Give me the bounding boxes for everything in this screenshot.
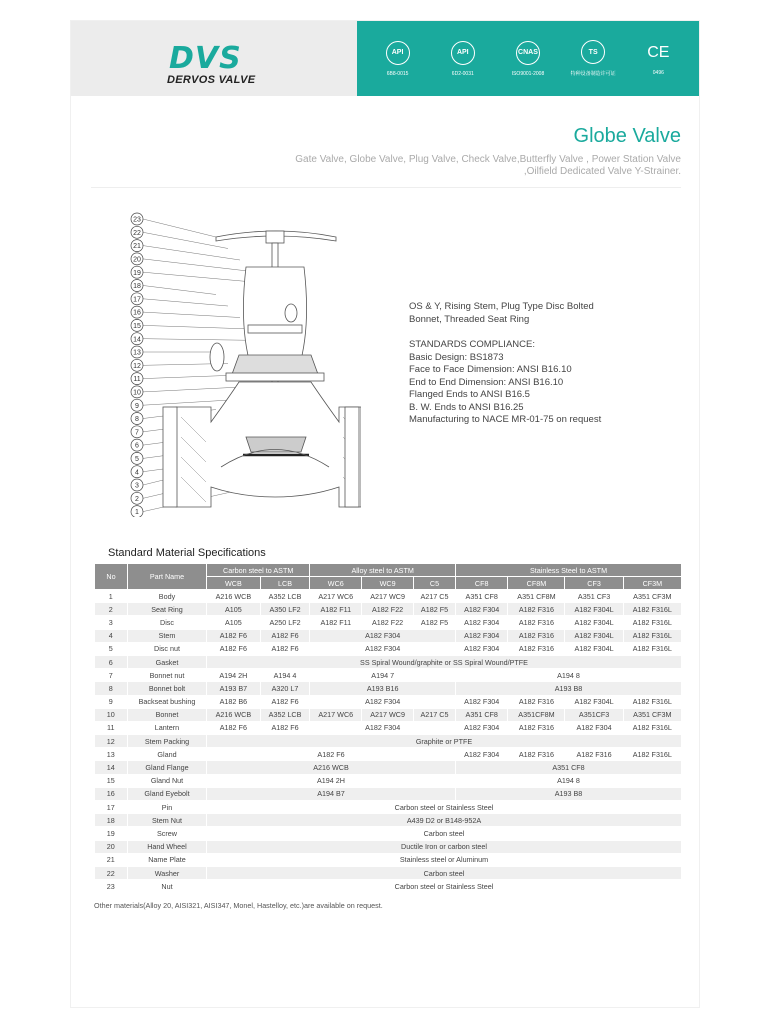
table-row <box>95 721 682 734</box>
callout-18 <box>131 280 216 295</box>
material-cell: A182 F316 <box>508 603 565 616</box>
callout-11 <box>131 373 240 385</box>
description-line-1: OS & Y, Rising Stem, Plug Type Disc Bolted <box>409 301 594 312</box>
row-part-name: Gland Nut <box>128 774 207 787</box>
row-part-name: Bonnet <box>128 708 207 721</box>
material-cell: A182 F6 <box>207 721 261 734</box>
material-cell: A216 WCB <box>207 590 261 603</box>
material-cell: Ductile Iron or carbon steel <box>207 840 682 853</box>
table-row <box>95 880 682 893</box>
svg-text:14: 14 <box>133 336 141 344</box>
svg-text:15: 15 <box>133 323 141 330</box>
material-cell: A182 F316 <box>508 616 565 629</box>
header-group: Carbon steel to ASTM <box>207 564 310 577</box>
row-part-name: Stem <box>128 629 207 642</box>
material-cell: A182 F316L <box>623 603 681 616</box>
callout-16 <box>131 306 240 318</box>
material-cell: A182 F304L <box>565 616 623 629</box>
row-part-name: Body <box>128 590 207 603</box>
row-part-name: Washer <box>128 866 207 879</box>
material-cell: A182 F304 <box>456 629 508 642</box>
row-part-name: Stem Packing <box>128 735 207 748</box>
cert-label: 特种设备制造许可证 <box>570 71 616 77</box>
table-row <box>95 642 682 655</box>
svg-text:21: 21 <box>133 243 141 251</box>
material-cell: A182 F304 <box>456 721 508 734</box>
material-cell: A182 F304 <box>456 748 508 761</box>
material-cell: A216 WCB <box>207 708 261 721</box>
row-no: 12 <box>95 735 128 748</box>
material-cell: A182 F22 <box>362 603 414 616</box>
material-cell: A182 B6 <box>207 695 261 708</box>
row-no: 7 <box>95 669 128 682</box>
material-spec-table <box>94 563 682 893</box>
material-cell: A193 B16 <box>310 682 456 695</box>
callout-20 <box>131 253 252 272</box>
table-title: Standard Material Specifications <box>108 547 266 559</box>
material-cell: A182 F316L <box>623 695 681 708</box>
api-icon: API <box>451 41 475 65</box>
material-cell: A182 F5 <box>414 616 456 629</box>
material-cell: A182 F316 <box>508 721 565 734</box>
material-cell: A194 B7 <box>207 787 456 800</box>
callout-23 <box>131 213 216 237</box>
material-cell: A351 CF3 <box>565 590 623 603</box>
row-no: 15 <box>95 774 128 787</box>
material-cell: A105 <box>207 603 261 616</box>
ts-icon: TS <box>581 40 605 64</box>
header-part-name: Part Name <box>128 564 207 590</box>
material-cell: Stainless steel or Aluminum <box>207 853 682 866</box>
material-cell: A439 D2 or B148-952A <box>207 814 682 827</box>
material-cell: A182 F304L <box>565 629 623 642</box>
material-cell: A182 F316 <box>508 695 565 708</box>
row-no: 1 <box>95 590 128 603</box>
row-no: 16 <box>95 787 128 800</box>
material-cell: A182 F6 <box>207 642 261 655</box>
header-grade: CF8 <box>456 577 508 590</box>
material-cell: A194 8 <box>456 669 682 682</box>
svg-text:10: 10 <box>133 389 141 397</box>
table-row <box>95 629 682 642</box>
material-cell: A351CF8M <box>508 708 565 721</box>
material-cell: A217 C5 <box>414 708 456 721</box>
row-no: 10 <box>95 708 128 721</box>
material-cell: A182 F316L <box>623 748 681 761</box>
logo-panel <box>71 21 357 96</box>
row-no: 18 <box>95 814 128 827</box>
valve-cross-section-drawing <box>121 207 361 517</box>
valve-description <box>409 301 669 427</box>
material-cell: A182 F6 <box>260 721 310 734</box>
callout-17 <box>131 293 228 306</box>
row-no: 2 <box>95 603 128 616</box>
svg-text:17: 17 <box>133 296 141 304</box>
row-no: 13 <box>95 748 128 761</box>
header-no: No <box>95 564 128 590</box>
material-cell: A182 F316 <box>508 642 565 655</box>
material-cell: A182 F304 <box>565 721 623 734</box>
material-cell: A216 WCB <box>207 761 456 774</box>
material-cell: A182 F304 <box>310 695 456 708</box>
header-grade: CF3M <box>623 577 681 590</box>
header-grade: CF8M <box>508 577 565 590</box>
svg-text:8: 8 <box>135 416 139 424</box>
standards-title: STANDARDS COMPLIANCE: <box>409 339 535 350</box>
material-cell: A182 F316L <box>623 616 681 629</box>
material-cell: A182 F304 <box>456 603 508 616</box>
brand-logo: DVS <box>169 41 242 76</box>
header-banner <box>71 21 699 96</box>
table-footnote: Other materials(Alloy 20, AISI321, AISI347, Monel, Hastelloy, etc.)are available on request. <box>94 901 383 910</box>
svg-text:22: 22 <box>133 229 141 237</box>
cnas-icon: CNAS <box>516 41 540 65</box>
row-no: 8 <box>95 682 128 695</box>
row-no: 14 <box>95 761 128 774</box>
catalog-page <box>70 20 700 1008</box>
material-cell: A182 F304L <box>565 603 623 616</box>
row-part-name: Pin <box>128 801 207 814</box>
header-group: Alloy steel to ASTM <box>310 564 456 577</box>
svg-text:20: 20 <box>133 256 141 264</box>
material-cell: A194 4 <box>260 669 310 682</box>
callout-14 <box>131 333 264 345</box>
table-row <box>95 774 682 787</box>
row-no: 3 <box>95 616 128 629</box>
material-cell: A194 8 <box>456 774 682 787</box>
standard-item: End to End Dimension: ANSI B16.10 <box>409 376 564 388</box>
material-cell: A182 F316 <box>508 629 565 642</box>
material-cell: A217 WC9 <box>362 590 414 603</box>
cert-item <box>565 40 621 77</box>
material-cell: Carbon steel or Stainless Steel <box>207 801 682 814</box>
header-grade: C5 <box>414 577 456 590</box>
material-cell: A193 B7 <box>207 682 261 695</box>
header-grade: WCB <box>207 577 261 590</box>
material-cell: A194 2H <box>207 669 261 682</box>
cert-label: 0496 <box>652 69 664 76</box>
material-cell: A182 F304 <box>310 629 456 642</box>
svg-text:6: 6 <box>135 442 139 450</box>
material-cell: A182 F6 <box>207 748 456 761</box>
standard-item: Flanged Ends to ANSI B16.5 <box>409 389 530 400</box>
material-cell: A182 F11 <box>310 616 362 629</box>
header-grade: WC9 <box>362 577 414 590</box>
callout-15 <box>131 319 252 331</box>
row-no: 6 <box>95 655 128 668</box>
table-row <box>95 590 682 603</box>
cert-label: 6B8-0015 <box>386 70 409 77</box>
svg-text:5: 5 <box>135 456 139 463</box>
table-row <box>95 827 682 840</box>
table-row <box>95 616 682 629</box>
row-part-name: Bonnet nut <box>128 669 207 682</box>
table-row <box>95 814 682 827</box>
material-cell: A351 CF3M <box>623 708 681 721</box>
material-cell: A182 F6 <box>207 629 261 642</box>
row-part-name: Bonnet bolt <box>128 682 207 695</box>
cert-item <box>370 41 426 77</box>
brand-name: DERVOS VALVE <box>167 74 256 86</box>
table-row <box>95 708 682 721</box>
material-cell: A351 CF3M <box>623 590 681 603</box>
cert-item <box>630 42 686 76</box>
material-cell: A182 F304L <box>565 642 623 655</box>
cert-item <box>435 41 491 77</box>
standard-item: Manufacturing to NACE MR-01-75 on request <box>409 414 602 425</box>
material-cell: A217 WC9 <box>362 708 414 721</box>
row-no: 22 <box>95 866 128 879</box>
material-cell: A182 F304 <box>310 721 456 734</box>
table-row <box>95 669 682 682</box>
callout-22 <box>131 226 228 251</box>
material-cell: A182 F6 <box>260 629 310 642</box>
table-row <box>95 853 682 866</box>
material-cell: A182 F304 <box>310 642 456 655</box>
row-part-name: Seat Ring <box>128 603 207 616</box>
row-no: 23 <box>95 880 128 893</box>
material-cell: A182 F316L <box>623 629 681 642</box>
svg-text:1: 1 <box>135 509 139 517</box>
row-no: 4 <box>95 629 128 642</box>
material-cell: SS Spiral Wound/graphite or SS Spiral Wound/PTFE <box>207 655 682 668</box>
row-part-name: Name Plate <box>128 853 207 866</box>
material-cell: A320 L7 <box>260 682 310 695</box>
table-row <box>95 866 682 879</box>
cert-item <box>500 41 556 77</box>
material-cell: Carbon steel <box>207 827 682 840</box>
row-part-name: Nut <box>128 880 207 893</box>
standard-item: B. W. Ends to ANSI B16.25 <box>409 401 524 413</box>
table-row <box>95 748 682 761</box>
row-part-name: Stem Nut <box>128 814 207 827</box>
material-cell: Graphite or PTFE <box>207 735 682 748</box>
material-cell: A182 F5 <box>414 603 456 616</box>
page-subtitle: Gate Valve, Globe Valve, Plug Valve, Check Valve,Butterfly Valve , Power Station Valve ,Oilfield Dedicated Valve Y-Strainer. <box>295 154 681 177</box>
table-row <box>95 801 682 814</box>
row-no: 5 <box>95 642 128 655</box>
material-cell: A182 F304L <box>565 695 623 708</box>
material-cell: A352 LCB <box>260 590 310 603</box>
row-part-name: Disc <box>128 616 207 629</box>
material-cell: Carbon steel or Stainless Steel <box>207 880 682 893</box>
svg-text:18: 18 <box>133 283 141 291</box>
row-part-name: Screw <box>128 827 207 840</box>
svg-text:12: 12 <box>133 362 141 370</box>
callout-19 <box>131 266 264 283</box>
row-part-name: Gland <box>128 748 207 761</box>
material-cell: A350 LF2 <box>260 603 310 616</box>
certification-strip <box>357 21 699 96</box>
row-no: 21 <box>95 853 128 866</box>
material-cell: A182 F304 <box>456 695 508 708</box>
material-cell: A217 C5 <box>414 590 456 603</box>
svg-text:7: 7 <box>135 429 139 437</box>
description-line-2: Bonnet, Threaded Seat Ring <box>409 313 530 325</box>
standard-item: Face to Face Dimension: ANSI B16.10 <box>409 364 572 375</box>
page-title: Globe Valve <box>573 125 681 147</box>
row-part-name: Disc nut <box>128 642 207 655</box>
material-cell: A105 <box>207 616 261 629</box>
material-cell: A182 F316L <box>623 721 681 734</box>
material-cell: A182 F304 <box>456 616 508 629</box>
svg-text:3: 3 <box>135 482 139 490</box>
material-cell: A182 F11 <box>310 603 362 616</box>
material-cell: A250 LF2 <box>260 616 310 629</box>
svg-text:19: 19 <box>133 269 141 277</box>
row-part-name: Gasket <box>128 655 207 668</box>
table-row <box>95 695 682 708</box>
svg-text:23: 23 <box>133 216 141 224</box>
material-cell: A193 B8 <box>456 787 682 800</box>
standards-list <box>409 352 669 427</box>
table-row <box>95 735 682 748</box>
row-part-name: Gland Flange <box>128 761 207 774</box>
divider <box>91 187 681 188</box>
row-part-name: Gland Eyebolt <box>128 787 207 800</box>
material-cell: A182 F304 <box>456 642 508 655</box>
api-icon: API <box>386 41 410 65</box>
material-cell: A182 F316L <box>623 642 681 655</box>
material-cell: Carbon steel <box>207 866 682 879</box>
row-no: 11 <box>95 721 128 734</box>
header-group: Stainless Steel to ASTM <box>456 564 682 577</box>
material-cell: A351 CF8 <box>456 708 508 721</box>
material-cell: A351 CF8 <box>456 761 682 774</box>
svg-text:11: 11 <box>133 376 141 384</box>
ce-icon: CE <box>647 43 670 61</box>
table-row <box>95 682 682 695</box>
material-cell: A182 F22 <box>362 616 414 629</box>
material-cell: A194 7 <box>310 669 456 682</box>
svg-text:4: 4 <box>135 469 139 477</box>
cert-label: 6D2-0031 <box>451 70 474 77</box>
callout-21 <box>131 240 240 260</box>
row-no: 17 <box>95 801 128 814</box>
row-no: 9 <box>95 695 128 708</box>
table-row <box>95 840 682 853</box>
row-part-name: Hand Wheel <box>128 840 207 853</box>
row-part-name: Lantern <box>128 721 207 734</box>
material-cell: A182 F316 <box>508 748 565 761</box>
material-cell: A351CF3 <box>565 708 623 721</box>
standard-item: Basic Design: BS1873 <box>409 351 504 363</box>
table-row <box>95 761 682 774</box>
material-cell: A352 LCB <box>260 708 310 721</box>
material-cell: A217 WC6 <box>310 708 362 721</box>
callout-13 <box>131 346 216 358</box>
table-row <box>95 655 682 668</box>
material-cell: A217 WC6 <box>310 590 362 603</box>
cert-label: ISO9001-2008 <box>511 70 545 77</box>
header-grade: WC6 <box>310 577 362 590</box>
material-cell: A351 CF8 <box>456 590 508 603</box>
svg-text:13: 13 <box>133 349 141 357</box>
svg-text:9: 9 <box>135 402 139 410</box>
material-cell: A182 F6 <box>260 695 310 708</box>
header-grade: CF3 <box>565 577 623 590</box>
material-cell: A182 F316 <box>565 748 623 761</box>
table-row <box>95 787 682 800</box>
material-cell: A182 F6 <box>260 642 310 655</box>
material-cell: A351 CF8M <box>508 590 565 603</box>
header-grade: LCB <box>260 577 310 590</box>
material-cell: A194 2H <box>207 774 456 787</box>
table-row <box>95 603 682 616</box>
svg-text:2: 2 <box>135 495 139 503</box>
row-no: 20 <box>95 840 128 853</box>
row-no: 19 <box>95 827 128 840</box>
row-part-name: Backseat bushing <box>128 695 207 708</box>
material-cell: A193 B8 <box>456 682 682 695</box>
svg-text:16: 16 <box>133 309 141 317</box>
